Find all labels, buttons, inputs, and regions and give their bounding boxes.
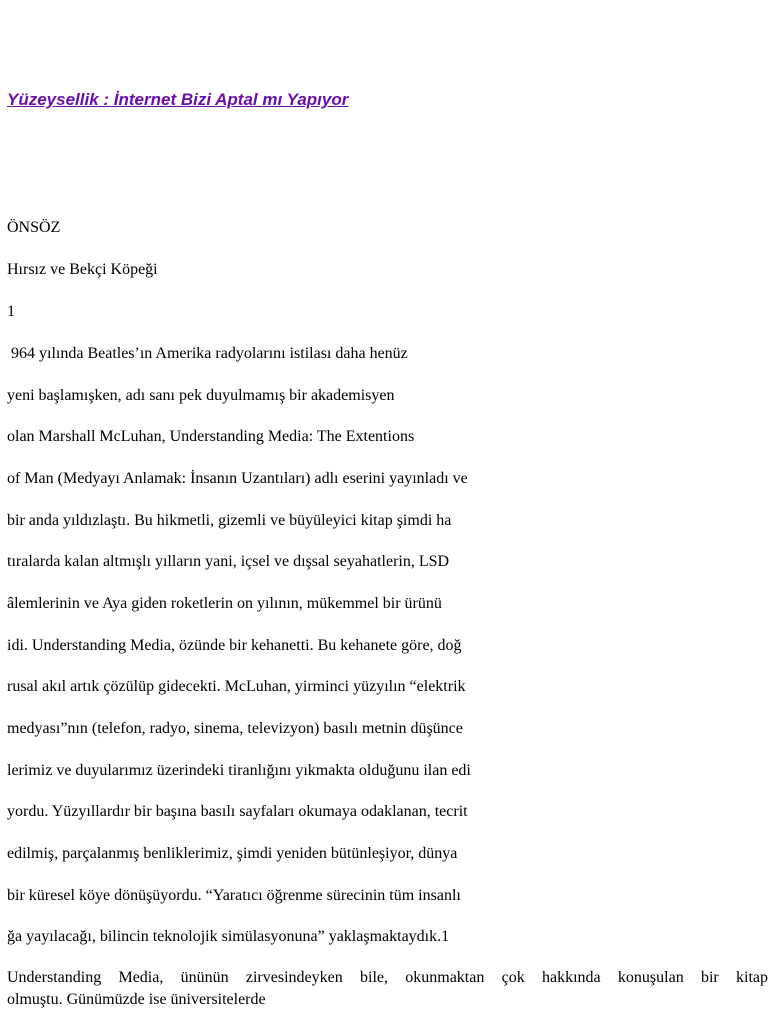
section-subheading: Hırsız ve Bekçi Köpeği [7, 261, 158, 278]
paragraph-line: olmuştu. Günümüzde ise üniversitelerde [7, 991, 266, 1008]
body-line: yordu. Yüzyıllardır bir başına basılı sayfaları okumaya odaklanan, tecrit [7, 803, 468, 820]
body-line: medyası”nın (telefon, radyo, sinema, televizyon) basılı metnin düşünce [7, 720, 463, 737]
body-line: bir anda yıldızlaştı. Bu hikmetli, gizemli ve büyüleyici kitap şimdi ha [7, 512, 452, 529]
paragraph-line: Understanding Media, ününün zirvesindeyken bile, okunmaktan çok hakkında konuşulan bir kitap [7, 969, 768, 986]
body-line: olan Marshall McLuhan, Understanding Media: The Extentions [7, 428, 415, 445]
body-line: 964 yılında Beatles’ın Amerika radyolarını istilası daha henüz [7, 345, 408, 362]
body-paragraph [7, 967, 768, 1011]
body-line: edilmiş, parçalanmış benliklerimiz, şimdi yeniden bütünleşiyor, dünya [7, 845, 458, 862]
body-line: âlemlerinin ve Aya giden roketlerin on yılının, mükemmel bir ürünü [7, 595, 442, 612]
body-line: idi. Understanding Media, özünde bir kehanetti. Bu kehanete göre, doğ [7, 637, 462, 654]
chapter-number: 1 [7, 303, 15, 320]
body-line: yeni başlamışken, adı sanı pek duyulmamış bir akademisyen [7, 387, 395, 404]
body-line: ğa yayılacağı, bilincin teknolojik simülasyonuna” yaklaşmaktaydık.1 [7, 928, 450, 945]
body-line: bir küresel köye dönüşüyordu. “Yaratıcı öğrenme sürecinin tüm insanlı [7, 887, 461, 904]
body-line: of Man (Medyayı Anlamak: İnsanın Uzantıları) adlı eserini yayınladı ve [7, 470, 468, 487]
body-line: lerimiz ve duyularımız üzerindeki tiranlığını yıkmakta olduğunu ilan edi [7, 762, 471, 779]
body-line: tıralarda kalan altmışlı yılların yani, içsel ve dışsal seyahatlerin, LSD [7, 553, 450, 570]
body-line: rusal akıl artık çözülüp gidecekti. McLuhan, yirminci yüzyılın “elektrik [7, 678, 466, 695]
section-heading: ÖNSÖZ [7, 219, 61, 236]
document-title-link[interactable]: Yüzeysellik : İnternet Bizi Aptal mı Yapıyor [7, 90, 349, 109]
